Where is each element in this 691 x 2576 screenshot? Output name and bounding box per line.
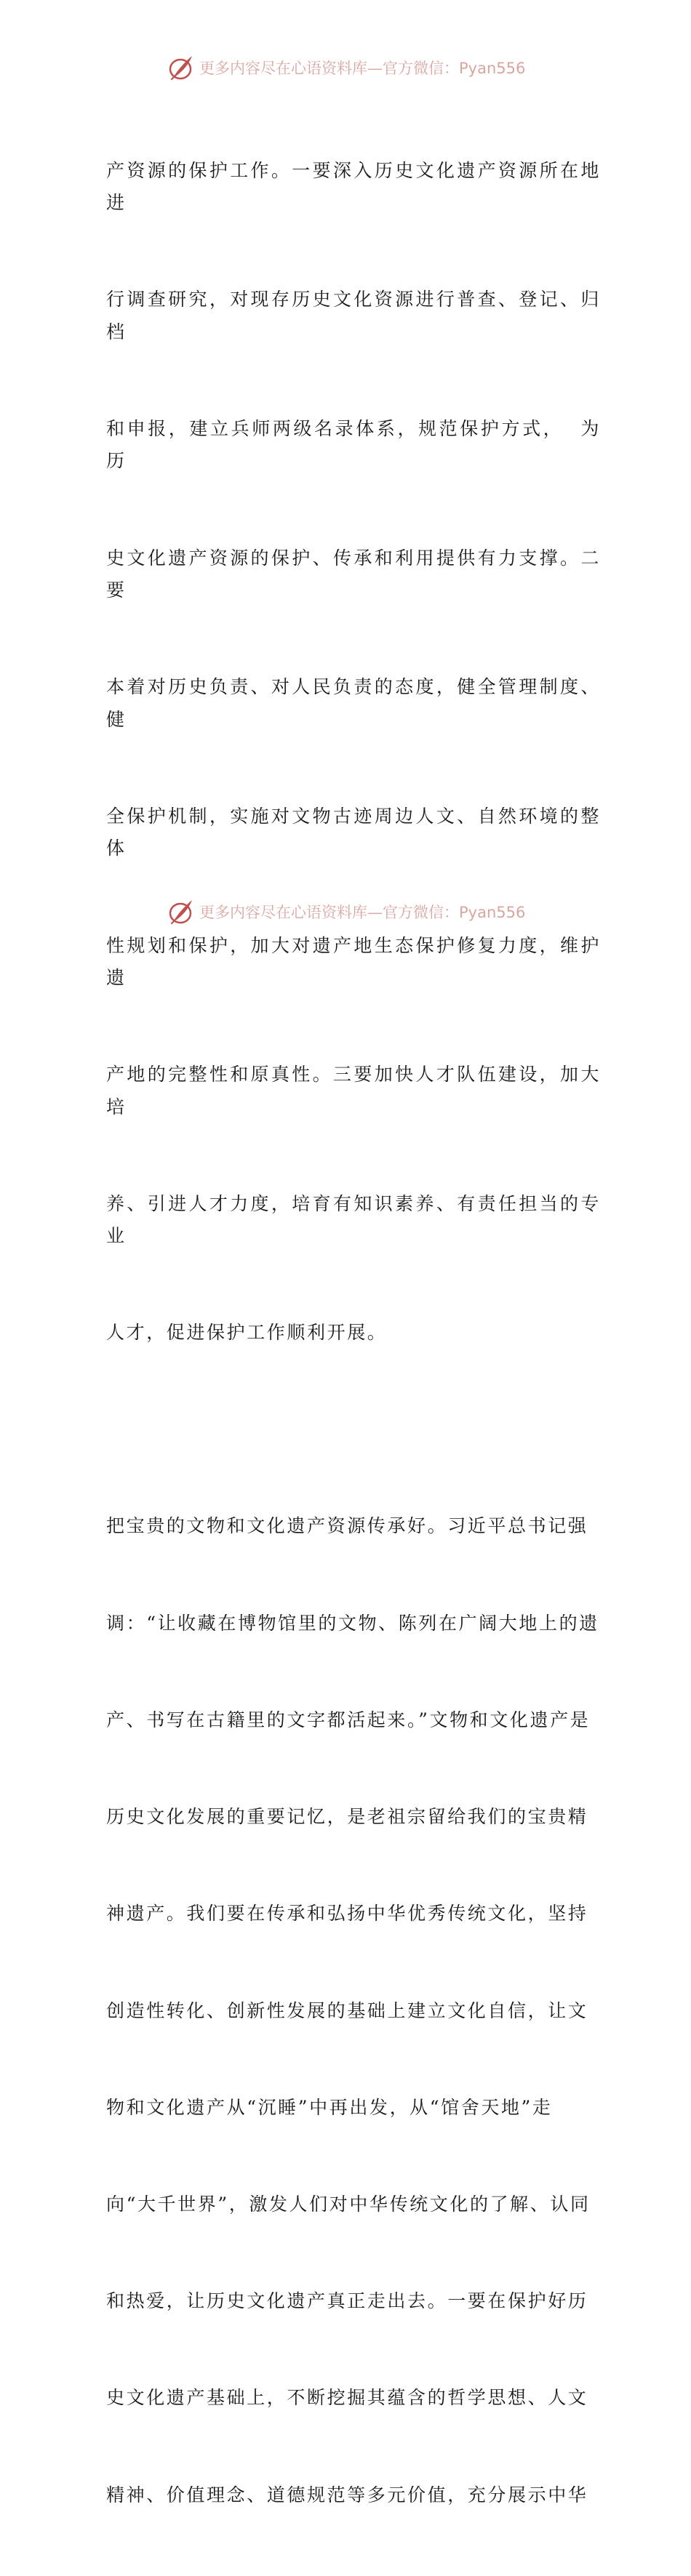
text-line: 和申报，建立兵师两级名录体系，规范保护方式， 为历 <box>106 418 601 472</box>
text-line: 养、引进人才力度，培育有知识素养、有责任担当的专业 <box>106 1192 601 1247</box>
paragraph-1 <box>106 90 601 1414</box>
paragraph-2 <box>106 1446 601 2576</box>
text-line: 产地的完整性和原真性。三要加快人才队伍建设，加大培 <box>106 1064 601 1118</box>
footer-watermark <box>167 897 546 926</box>
quill-logo-icon <box>167 897 196 926</box>
text-line: 史文化遗产资源的保护、传承和利用提供有力支撑。二要 <box>106 547 601 601</box>
paragraph-spacer <box>106 1414 601 1446</box>
text-line: 精神、价值理念、道德规范等多元价值，充分展示中华 <box>106 2484 588 2505</box>
text-line: 本着对历史负责、对人民负责的态度，健全管理制度、健 <box>106 676 601 730</box>
text-line: 把宝贵的文物和文化遗产资源传承好。习近平总书记强 <box>106 1515 588 1537</box>
text-line: 历史文化发展的重要记忆，是老祖宗留给我们的宝贵精 <box>106 1806 588 1828</box>
document-body <box>106 90 601 2576</box>
text-line: 产、书写在古籍里的文字都活起来。”文物和文化遗产是 <box>106 1709 591 1730</box>
text-line: 行调查研究，对现存历史文化资源进行普查、登记、归档 <box>106 289 601 342</box>
watermark-wechat-id: Pyan556 <box>459 60 526 77</box>
text-line: 神遗产。我们要在传承和弘扬中华优秀传统文化，坚持 <box>106 1903 588 1925</box>
text-line: 向“大千世界”，激发人们对中华传统文化的了解、认同 <box>106 2194 591 2215</box>
text-line: 人才，促进保护工作顺利开展。 <box>106 1322 388 1344</box>
text-line: 创造性转化、创新性发展的基础上建立文化自信，让文 <box>106 1999 588 2021</box>
text-line: 和热爱，让历史文化遗产真正走出去。一要在保护好历 <box>106 2290 588 2312</box>
watermark-text: 更多内容尽在心语资料库—官方微信：Pyan556 <box>199 60 526 77</box>
text-line: 全保护机制，实施对文物古迹周边人文、自然环境的整体 <box>106 805 601 859</box>
text-line: 史文化遗产基础上，不断挖掘其蕴含的哲学思想、人文 <box>106 2387 588 2409</box>
text-line: 性规划和保护，加大对遗产地生态保护修复力度，维护遗 <box>106 934 601 988</box>
text-line: 产资源的保护工作。一要深入历史文化遗产资源所在地进 <box>106 159 601 214</box>
text-line: 物和文化遗产从“沉睡”中再出发，从“馆舍天地”走 <box>106 2096 553 2118</box>
text-line: 调：“让收藏在博物馆里的文物、陈列在广阔大地上的遗 <box>106 1612 599 1634</box>
watermark-text: 更多内容尽在心语资料库—官方微信：Pyan556 <box>199 904 526 921</box>
header-watermark <box>167 53 546 82</box>
watermark-wechat-id: Pyan556 <box>459 904 526 921</box>
quill-logo-icon <box>167 53 196 82</box>
